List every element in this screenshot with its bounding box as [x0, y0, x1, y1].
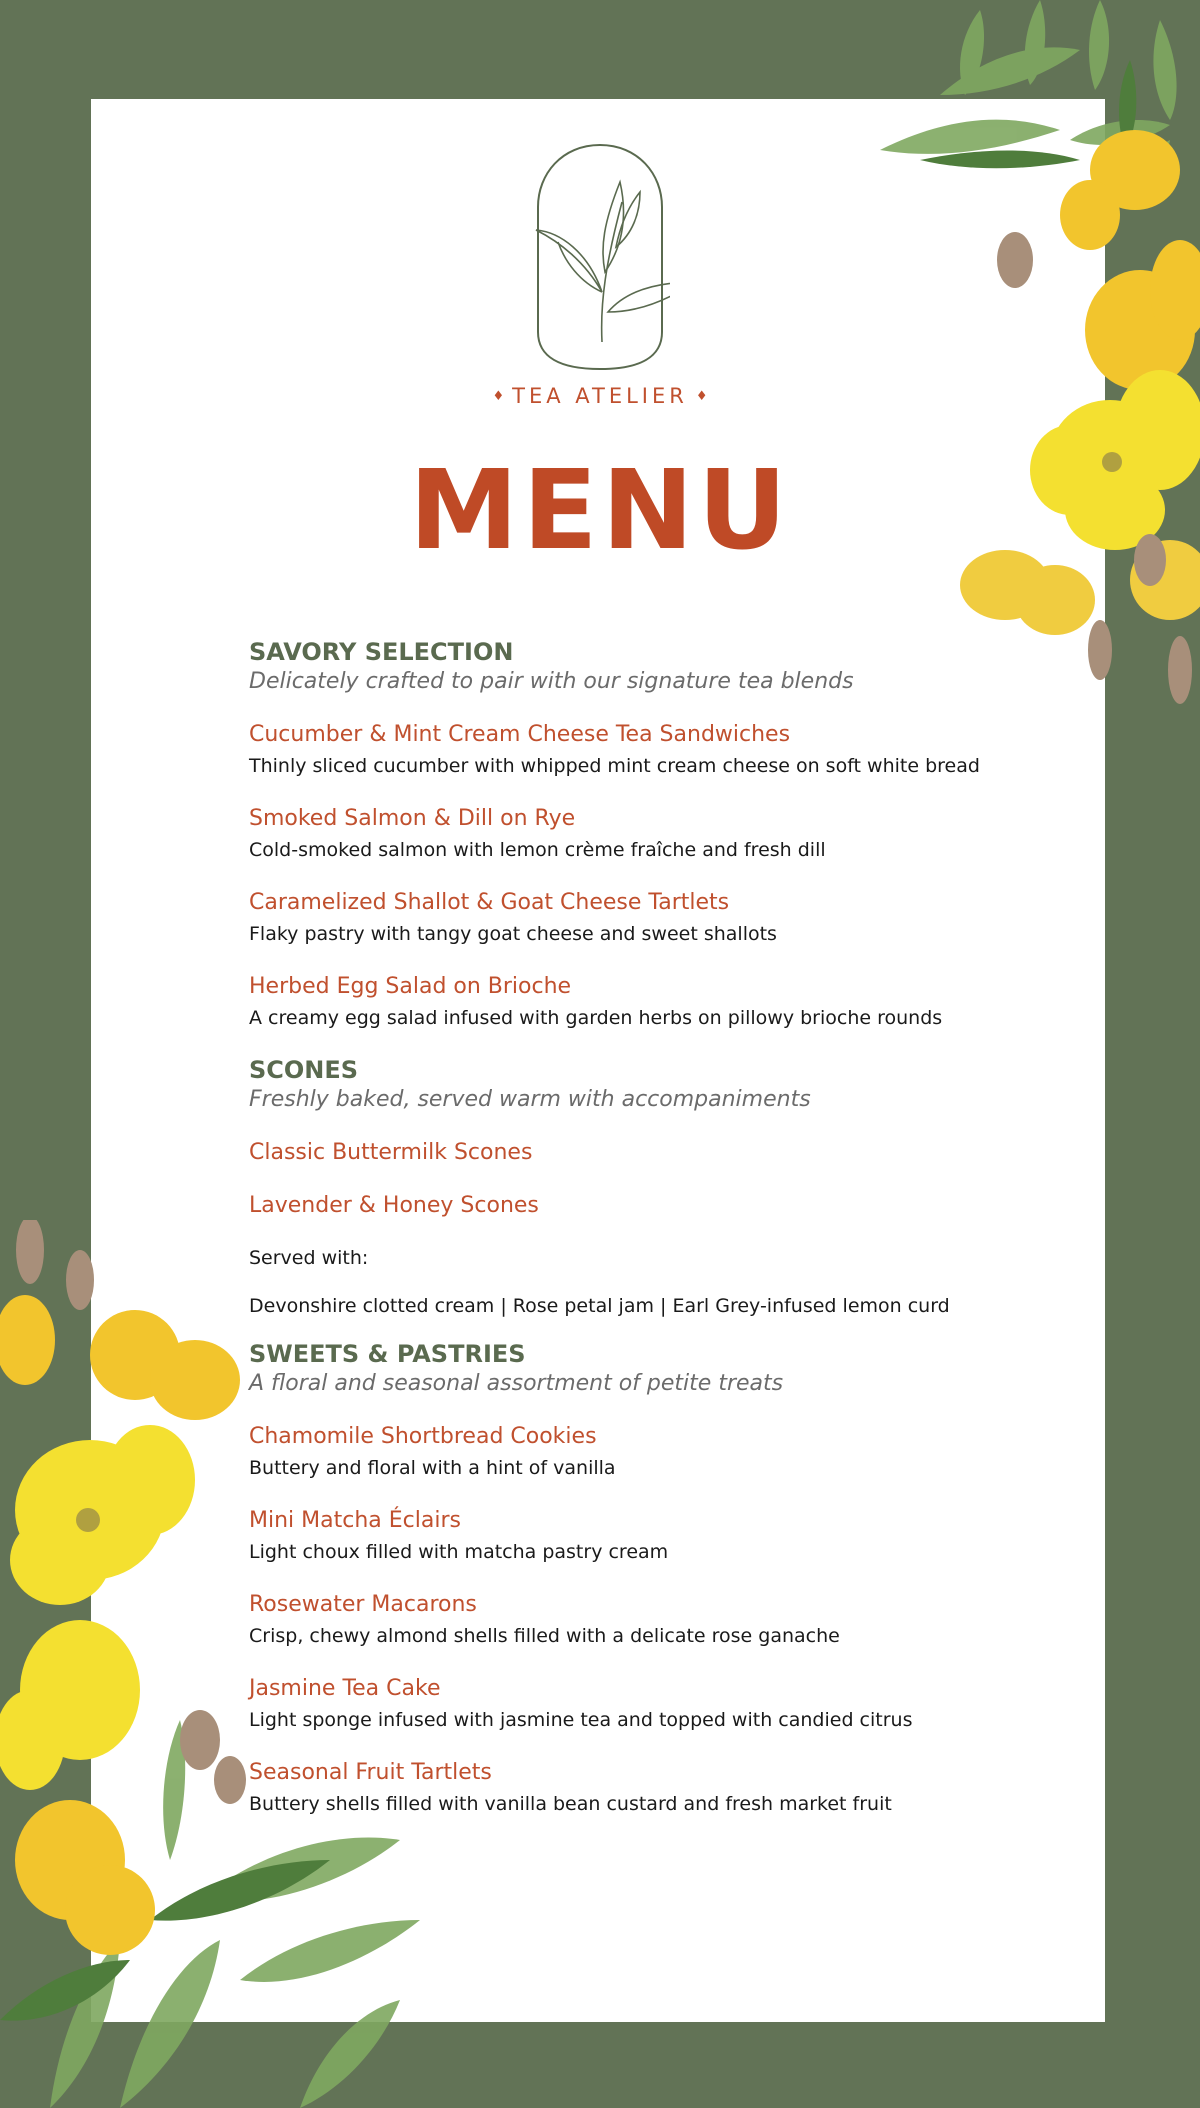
menu-item	[249, 1757, 1069, 1819]
item-description: Flaky pastry with tangy goat cheese and sweet shallots	[249, 923, 777, 945]
tea-leaf-logo	[530, 142, 670, 372]
diamond-left-icon: ♦	[492, 389, 505, 404]
menu-title: MENU	[409, 446, 791, 574]
section-subtitle: Freshly baked, served warm with accompaniments	[249, 1087, 811, 1112]
item-description: Buttery shells filled with vanilla bean custard and fresh market fruit	[249, 1793, 892, 1815]
section-sweets	[249, 1339, 1069, 1819]
menu-item	[249, 887, 1069, 949]
item-name: Chamomile Shortbread Cookies	[249, 1424, 597, 1449]
item-name: Seasonal Fruit Tartlets	[249, 1760, 492, 1785]
section-scones	[249, 1055, 1069, 1321]
item-name: Jasmine Tea Cake	[249, 1676, 441, 1701]
served-with-items: Devonshire clotted cream | Rose petal jam | Earl Grey-infused lemon curd	[249, 1295, 950, 1317]
menu-item	[249, 1505, 1069, 1567]
menu-item	[249, 1589, 1069, 1651]
menu-item	[249, 719, 1069, 781]
brand-label: TEA ATELIER	[512, 384, 688, 408]
item-description: A creamy egg salad infused with garden herbs on pillowy brioche rounds	[249, 1007, 943, 1029]
item-name: Rosewater Macarons	[249, 1592, 477, 1617]
menu-item	[249, 971, 1069, 1033]
item-description: Light sponge infused with jasmine tea and topped with candied citrus	[249, 1709, 913, 1731]
section-title: SWEETS & PASTRIES	[249, 1340, 526, 1368]
section-subtitle: Delicately crafted to pair with our signature tea blends	[249, 669, 854, 694]
scone-item: Lavender & Honey Scones	[249, 1193, 539, 1218]
section-title: SCONES	[249, 1056, 359, 1084]
item-description: Crisp, chewy almond shells filled with a delicate rose ganache	[249, 1625, 840, 1647]
item-description: Thinly sliced cucumber with whipped mint cream cheese on soft white bread	[249, 755, 980, 777]
item-name: Mini Matcha Éclairs	[249, 1508, 461, 1533]
menu-content	[249, 637, 1069, 1841]
item-name: Cucumber & Mint Cream Cheese Tea Sandwiches	[249, 722, 791, 747]
diamond-right-icon: ♦	[695, 389, 708, 404]
menu-item	[249, 1421, 1069, 1483]
item-description: Buttery and floral with a hint of vanilla	[249, 1457, 616, 1479]
item-name: Caramelized Shallot & Goat Cheese Tartlets	[249, 890, 730, 915]
menu-item	[249, 1673, 1069, 1735]
item-name: Smoked Salmon & Dill on Rye	[249, 806, 576, 831]
section-title: SAVORY SELECTION	[249, 638, 514, 666]
menu-item	[249, 803, 1069, 865]
section-subtitle: A floral and seasonal assortment of petite treats	[249, 1371, 784, 1396]
item-description: Light choux filled with matcha pastry cream	[249, 1541, 669, 1563]
served-with-label: Served with:	[249, 1247, 369, 1269]
item-description: Cold-smoked salmon with lemon crème fraîche and fresh dill	[249, 839, 826, 861]
scone-item: Classic Buttermilk Scones	[249, 1140, 533, 1165]
section-savory	[249, 637, 1069, 1033]
item-name: Herbed Egg Salad on Brioche	[249, 974, 572, 999]
brand-name	[0, 384, 1200, 408]
